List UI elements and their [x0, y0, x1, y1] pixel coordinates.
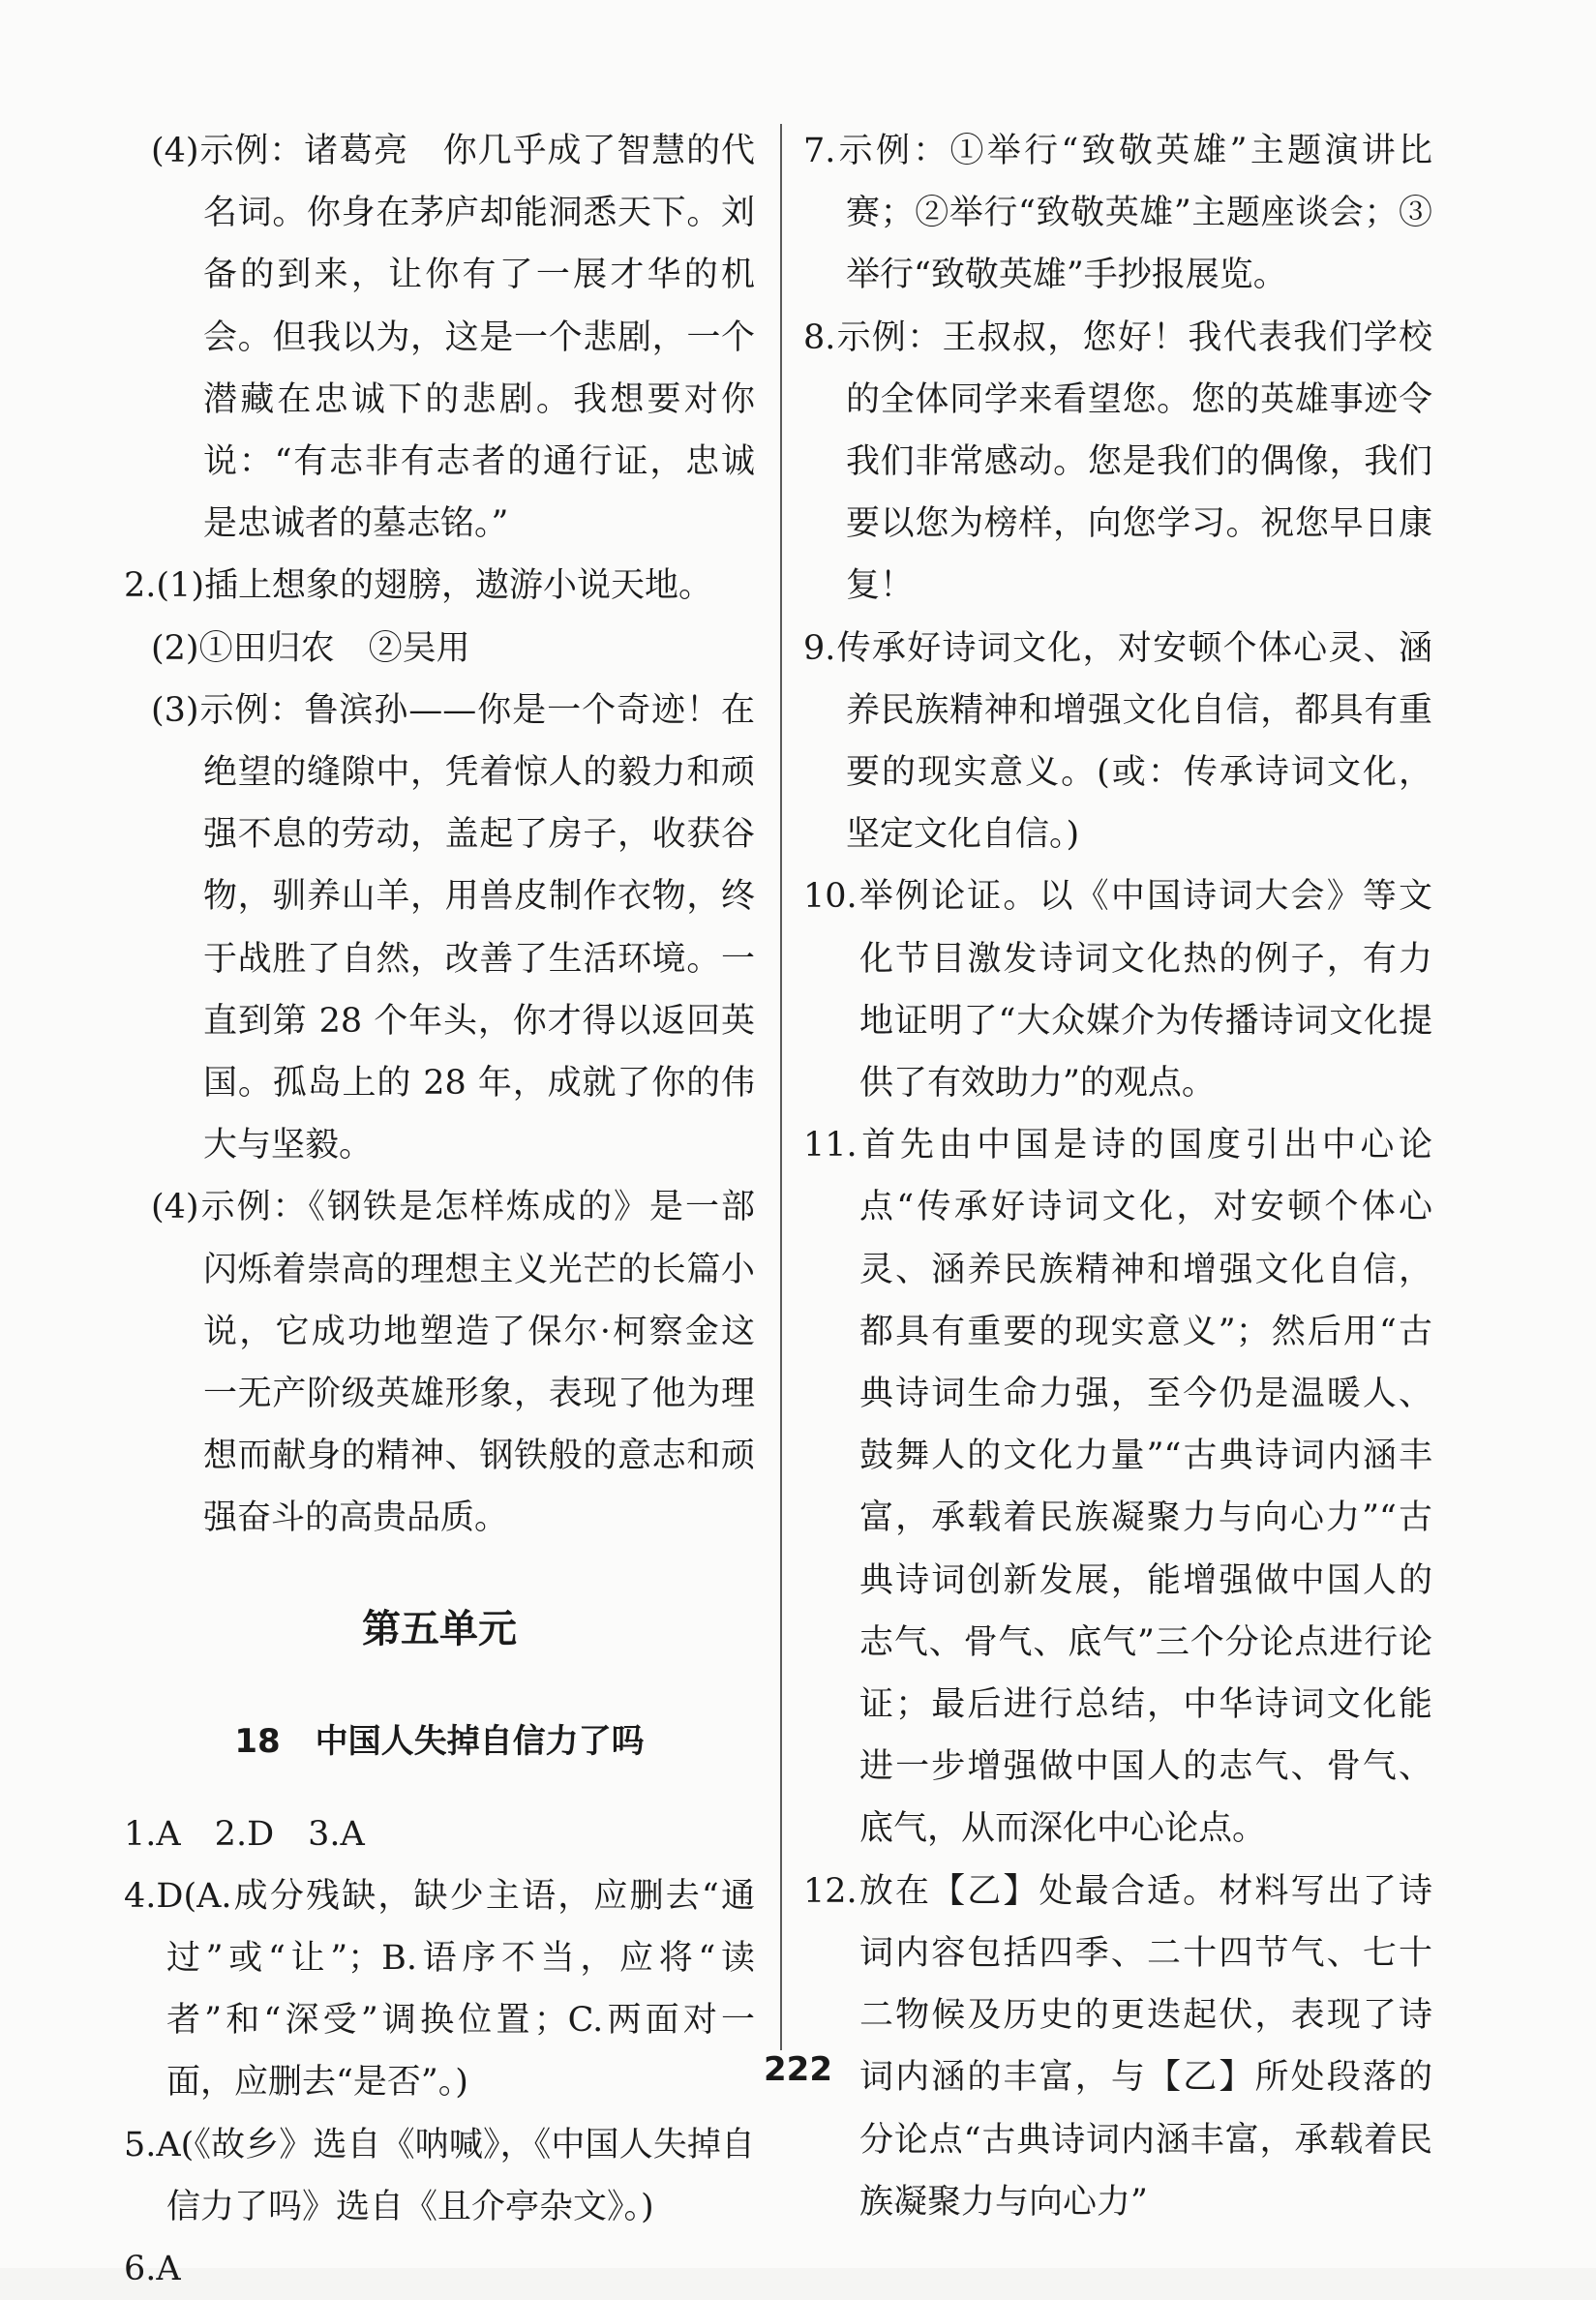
answer-item: 6.A: [124, 2250, 181, 2289]
answer-item: 4.D(A.成分残缺，缺少主语，应删去“通过”或“让”；B.语序不当，应将“读者”和“深受”调换位置；C.两面对一面，应删去“是否”。): [124, 1876, 755, 2103]
answer-item: 5.A(《故乡》选自《呐喊》，《中国人失掉自信力了吗》选自《且介亭杂文》。): [124, 2125, 755, 2226]
answer-item: 7.示例：①举行“致敬英雄”主题演讲比赛；②举行“致敬英雄”主题座谈会；③举行“致敬英雄”手抄报展览。: [803, 132, 1432, 295]
answer-item: 1.A 2.D 3.A: [124, 1814, 365, 1854]
answer-item: 11.首先由中国是诗的国度引出中心论点“传承好诗词文化，对安顿个体心灵、涵养民族精神和增强文化自信，都具有重要的现实意义”；然后用“古典诗词生命力强，至今仍是温暖人、鼓舞人的文化力量”“古典诗词内涵丰富，承载着民族凝聚力与向心力”“古典诗词创新发展，能增强做中国人的志气、骨气、底气”三个分论点进行论证；最后进行总结，中华诗词文化能进一步增强做中国人的志气、骨气、底气，从而深化中心论点。: [803, 1126, 1432, 1849]
answer-item: 10.举例论证。以《中国诗词大会》等文化节目激发诗词文化热的例子，有力地证明了“大众媒介为传播诗词文化提供了有效助力”的观点。: [803, 877, 1432, 1104]
answer-item: 12.放在【乙】处最合适。材料写出了诗词内容包括四季、二十四节气、七十二物候及历史的更迭起伏，表现了诗词内涵的丰富，与【乙】所处段落的分论点“古典诗词内涵丰富，承载着民族凝聚力与向心力”: [803, 1871, 1432, 2222]
lesson-title: 中国人失掉自信力了吗: [315, 1721, 645, 1761]
answer-item: 2.(1)插上想象的翅膀，遨游小说天地。: [124, 566, 712, 606]
answer-item: 8.示例：王叔叔，您好！我代表我们学校的全体同学来看望您。您的英雄事迹令我们非常感动。您是我们的偶像，我们要以您为榜样，向您学习。祝您早日康复！: [803, 318, 1432, 606]
page-number: 222: [764, 2050, 832, 2089]
answer-item: (3)示例：鲁滨孙——你是一个奇迹！在绝望的缝隙中，凭着惊人的毅力和顽强不息的劳动，盖起了房子，收获谷物，驯养山羊，用兽皮制作衣物，终于战胜了自然，改善了生活环境。一直到第 28 个年头，你才得以返回英国。孤岛上的 28 年，成就了你的伟大与坚毅。: [151, 690, 755, 1165]
column-divider: [780, 124, 782, 2050]
right-column: [803, 120, 1432, 2233]
unit-title: 第五单元: [362, 1606, 517, 1651]
answer-item: (4)示例：《钢铁是怎样炼成的》是一部闪烁着崇高的理想主义光芒的长篇小说，它成功地塑造了保尔·柯察金这一无产阶级英雄形象，表现了他为理想而献身的精神、钢铁般的意志和顽强奋斗的高贵品质。: [151, 1188, 755, 1538]
left-column: [124, 120, 755, 2300]
lesson-number: 18: [234, 1721, 281, 1761]
answer-item: (2)①田归农 ②吴用: [151, 628, 470, 668]
answer-item: 9.传承好诗词文化，对安顿个体心灵、涵养民族精神和增强文化自信，都具有重要的现实意义。(或：传承诗词文化，坚定文化自信。): [803, 628, 1432, 855]
answer-item: (4)示例：诸葛亮 你几乎成了智慧的代名词。你身在茅庐却能洞悉天下。刘备的到来，让你有了一展才华的机会。但我以为，这是一个悲剧，一个潜藏在忠诚下的悲剧。我想要对你说：“有志非有志者的通行证，忠诚是忠诚者的墓志铭。”: [151, 132, 755, 544]
lesson-heading: [124, 1710, 755, 1772]
